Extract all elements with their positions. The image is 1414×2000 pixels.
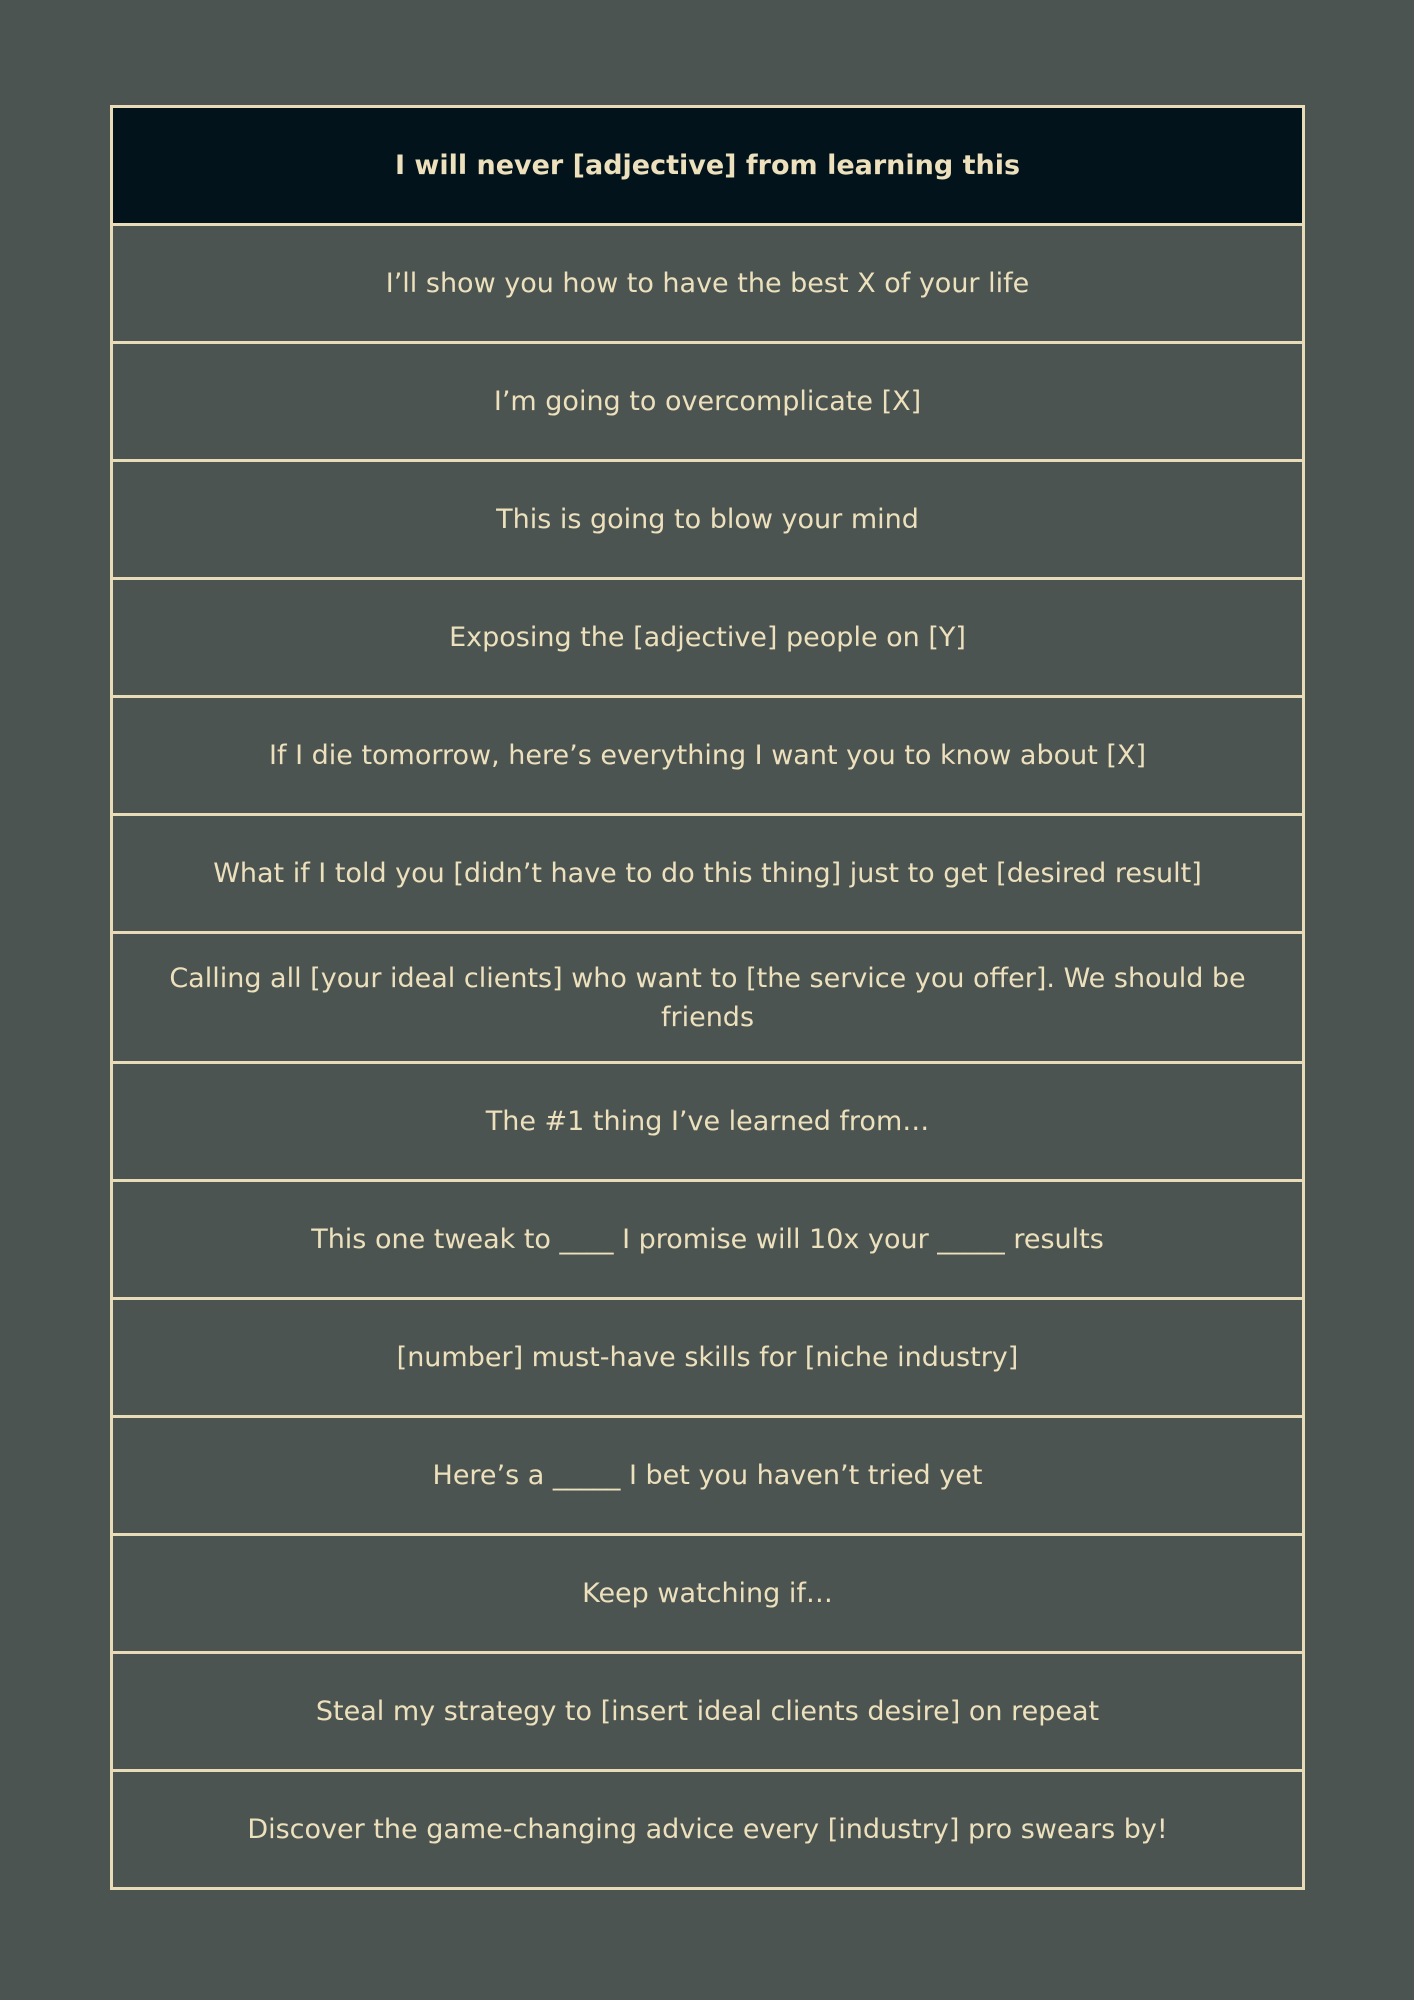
table-header-row: [113, 108, 1302, 223]
table-row: [113, 577, 1302, 695]
table-row: [113, 1297, 1302, 1415]
row-text: [number] must-have skills for [niche industry]: [396, 1342, 1019, 1373]
row-text: Discover the game-changing advice every [industry] pro swears by!: [247, 1814, 1168, 1845]
row-text: Calling all [your ideal clients] who want to [the service you offer]. We should be friends: [169, 962, 1246, 1033]
row-text: I’ll show you how to have the best X of your life: [385, 268, 1030, 299]
table-row: [113, 341, 1302, 459]
row-text: This is going to blow your mind: [496, 504, 919, 535]
hooks-table: [110, 105, 1305, 1890]
table-row: [113, 459, 1302, 577]
row-text: Steal my strategy to [insert ideal clients desire] on repeat: [315, 1696, 1100, 1727]
table-row: [113, 1533, 1302, 1651]
table-row: [113, 1061, 1302, 1179]
table-row: [113, 1651, 1302, 1769]
table-row: [113, 1179, 1302, 1297]
table-row: [113, 813, 1302, 931]
row-text: This one tweak to ____ I promise will 10x your _____ results: [311, 1224, 1104, 1255]
row-text: If I die tomorrow, here’s everything I want you to know about [X]: [269, 740, 1146, 771]
table-row: [113, 223, 1302, 341]
row-text: I’m going to overcomplicate [X]: [493, 386, 922, 417]
table-row: [113, 1769, 1302, 1887]
row-text: Keep watching if…: [582, 1578, 833, 1609]
row-text: Exposing the [adjective] people on [Y]: [449, 622, 966, 653]
table-row: [113, 695, 1302, 813]
table-row: [113, 1415, 1302, 1533]
row-text: The #1 thing I’ve learned from…: [485, 1106, 930, 1137]
row-text: What if I told you [didn’t have to do this thing] just to get [desired result]: [213, 858, 1202, 889]
table-header-text: I will never [adjective] from learning this: [394, 150, 1021, 181]
row-text: Here’s a _____ I bet you haven’t tried yet: [432, 1460, 983, 1491]
table-row: [113, 931, 1302, 1061]
